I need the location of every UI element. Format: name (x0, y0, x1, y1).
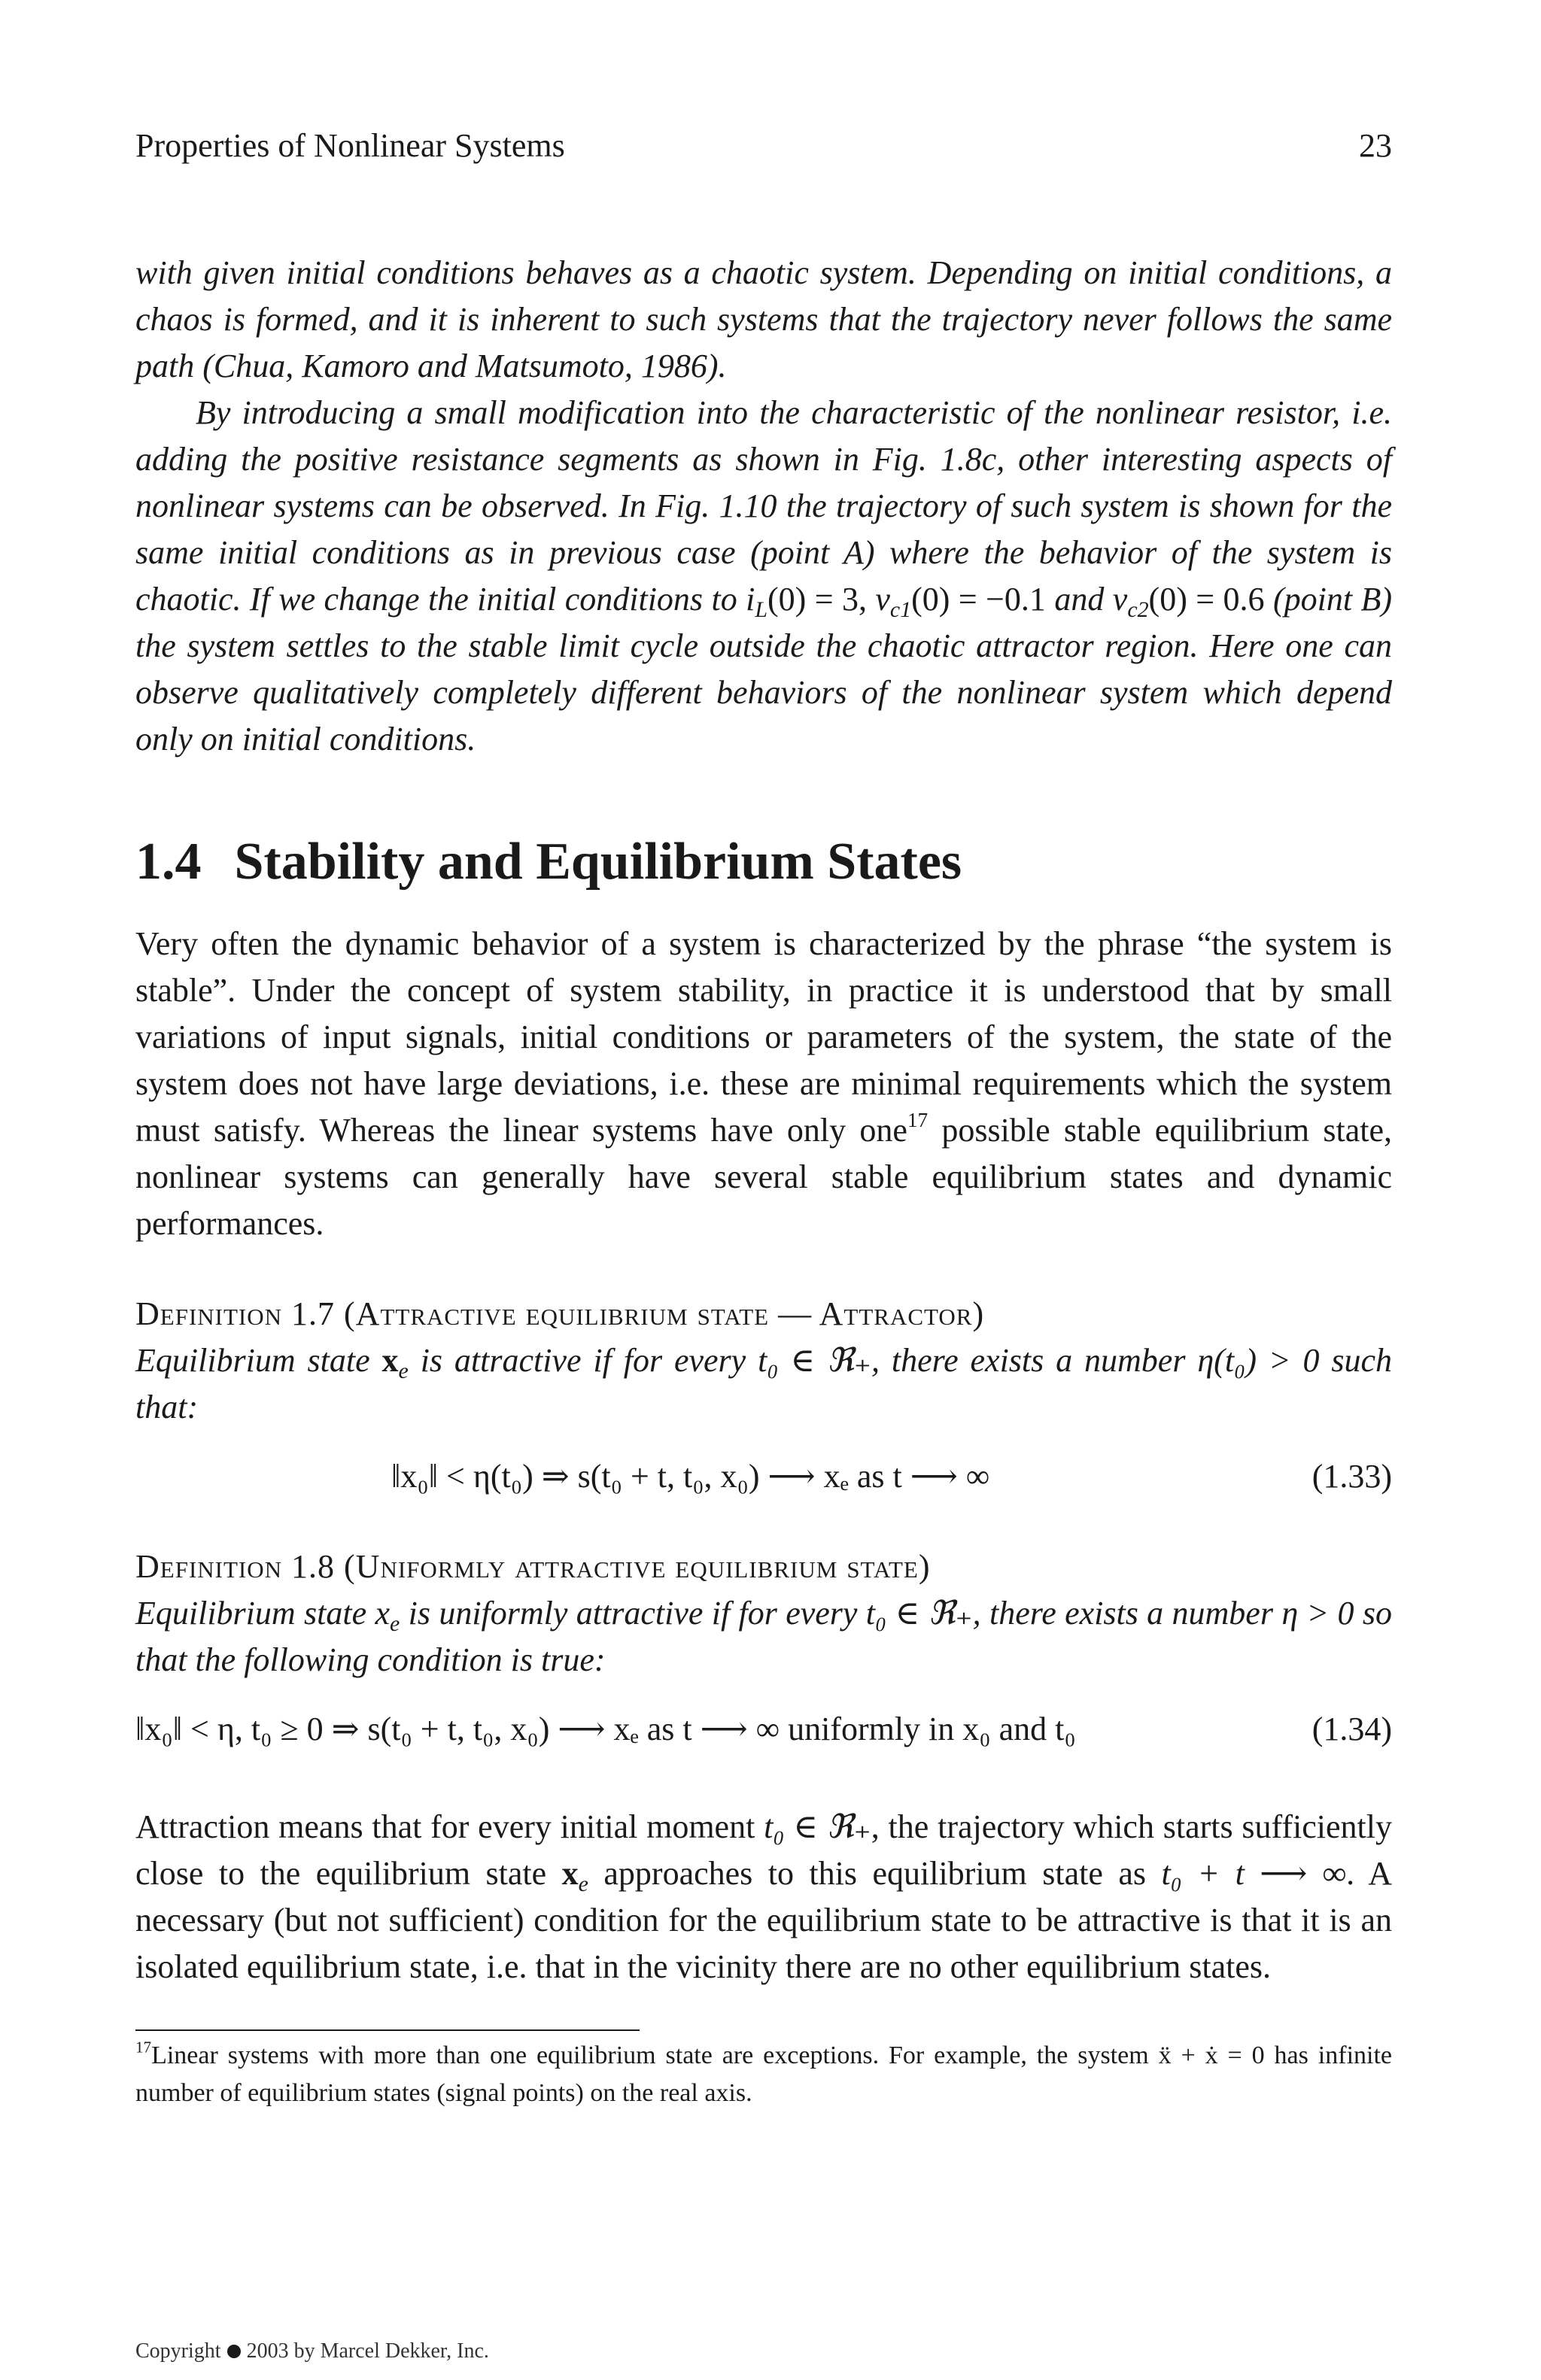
definition-title: Definition 1.8 (Uniformly attractive equilibrium state) (135, 1548, 931, 1585)
paragraph-attraction: Attraction means that for every initial moment t₀ ∈ ℜ₊, the trajectory which starts sufficiently close to the equilibrium state $x_e$ approaches to this equilibrium state as t₀ + t ⟶ ∞. A necessary (but not sufficient) condition for the equilibrium state to be attractive is that it is an isolated equilibrium state, i.e. that in the vicinity there are no other equilibrium states. (135, 1808, 1392, 1985)
footnote-divider (135, 2029, 640, 2031)
equation-expression: ‖x₀‖ < η(t₀) ⇒ s(t₀ + t, t₀, x₀) ⟶ xₑ as t ⟶ ∞ (391, 1458, 990, 1495)
footnote-mark: 17 (135, 2038, 152, 2057)
paragraph-limit-cycle: By introducing a small modification into the characteristic of the nonlinear resistor, i.e. adding the positive resistance segments as shown in Fig. 1.8c, other interesting aspects of nonlinear systems can be observed. In Fig. 1.10 the trajectory of such system is shown for the same initial conditions as in previous case (point A) where the behavior of the system is chaotic. If we change the initial conditions to $i_L(0) = 3$, $v_{c1}(0) = -0.1$ and $v_{c2}(0) = 0.6$ (point B) the system settles to the stable limit cycle outside the chaotic attractor region. Here one can observe qualitatively completely different behaviors of the nonlinear system which depend only on initial conditions. (135, 394, 1392, 757)
running-head (135, 120, 1392, 173)
paragraph-chaos-continued: with given initial conditions behaves as a chaotic system. Depending on initial conditions, a chaos is formed, and it is inherent to such systems that the trajectory never follows the same path (Chua, Kamoro and Matsumoto, 1986). (135, 254, 1392, 384)
bullet-icon (227, 2345, 241, 2358)
definition-title: Definition 1.7 (Attractive equilibrium state — Attractor) (135, 1295, 985, 1332)
running-head-title: Properties of Nonlinear Systems (135, 127, 565, 164)
paragraph-stability-intro: Very often the dynamic behavior of a system is characterized by the phrase “the system is stable”. Under the concept of system stability, in practice it is understood that by small variations of input signals, initial conditions or parameters of the system, the state of the system does not have large deviations, i.e. these are minimal requirements which the system must satisfy. Whereas the linear systems have only one$^{17}$ possible stable equilibrium state, nonlinear systems can generally have several stable equilibrium states and dynamic performances. (135, 925, 1393, 1242)
definition-body: Equilibrium state $x_e$ is attractive if for every t₀ ∈ ℜ₊, there exists a number η(t₀) > 0 such that: (135, 1342, 1392, 1425)
equation-number: (1.33) (1312, 1458, 1392, 1495)
section-number: 1.4 (135, 833, 202, 891)
equation-1-33 (135, 1453, 1392, 1500)
footnote-17 (135, 2037, 1392, 2112)
initial-condition-vc1: $v_{c1}(0) = -0.1$ (875, 581, 1055, 622)
footnote-ref: 17 (907, 1108, 929, 1131)
definition-body: Equilibrium state $x_e$ is uniformly attractive if for every t₀ ∈ ℜ₊, there exists a number η > 0 so that the following condition is true: (135, 1595, 1392, 1678)
initial-condition-vc2: $v_{c2}(0) = 0.6$ (1112, 581, 1273, 622)
equation-expression: ‖x₀‖ < η, t₀ ≥ 0 ⇒ s(t₀ + t, t₀, x₀) ⟶ xₑ as t ⟶ ∞ uniformly in x₀ and t₀ (135, 1711, 1076, 1747)
definition-1-7 (135, 1291, 1392, 1500)
page (135, 120, 1392, 2138)
initial-condition-il: $i_L(0) = 3$, (746, 581, 876, 622)
footnote-text: Linear systems with more than one equilibrium state are exceptions. For example, the system ẍ + ẋ = 0 has infinite number of equilibrium states (signal points) on the real axis. (135, 2042, 1392, 2107)
copyright-line: Copyright 2003 by Marcel Dekker, Inc. (135, 2339, 489, 2363)
equation-number: (1.34) (1312, 1711, 1392, 1747)
equation-1-34 (135, 1706, 1392, 1753)
section-heading (135, 832, 1392, 892)
page-number: 23 (1359, 127, 1392, 164)
definition-1-8 (135, 1544, 1392, 1753)
section-title: Stability and Equilibrium States (234, 833, 962, 891)
paragraph-limit-cycle-text-a: By introducing a small modification into the characteristic of the nonlinear resistor, i.e. adding the positive resistance segments as shown in Fig. 1.8c, other interesting aspects of nonlinear systems can be observed. In Fig. 1.10 the trajectory of such system is shown for the same initial conditions as in previous case (point A) where the behavior of the system is chaotic. If we change the initial conditions to (135, 394, 1392, 618)
paragraph-limit-cycle-text-b: (point B) the system settles to the stable limit cycle outside the chaotic attractor region. Here one can observe qualitatively completely different behaviors of the nonlinear system which depend only on initial conditions. (135, 581, 1392, 757)
